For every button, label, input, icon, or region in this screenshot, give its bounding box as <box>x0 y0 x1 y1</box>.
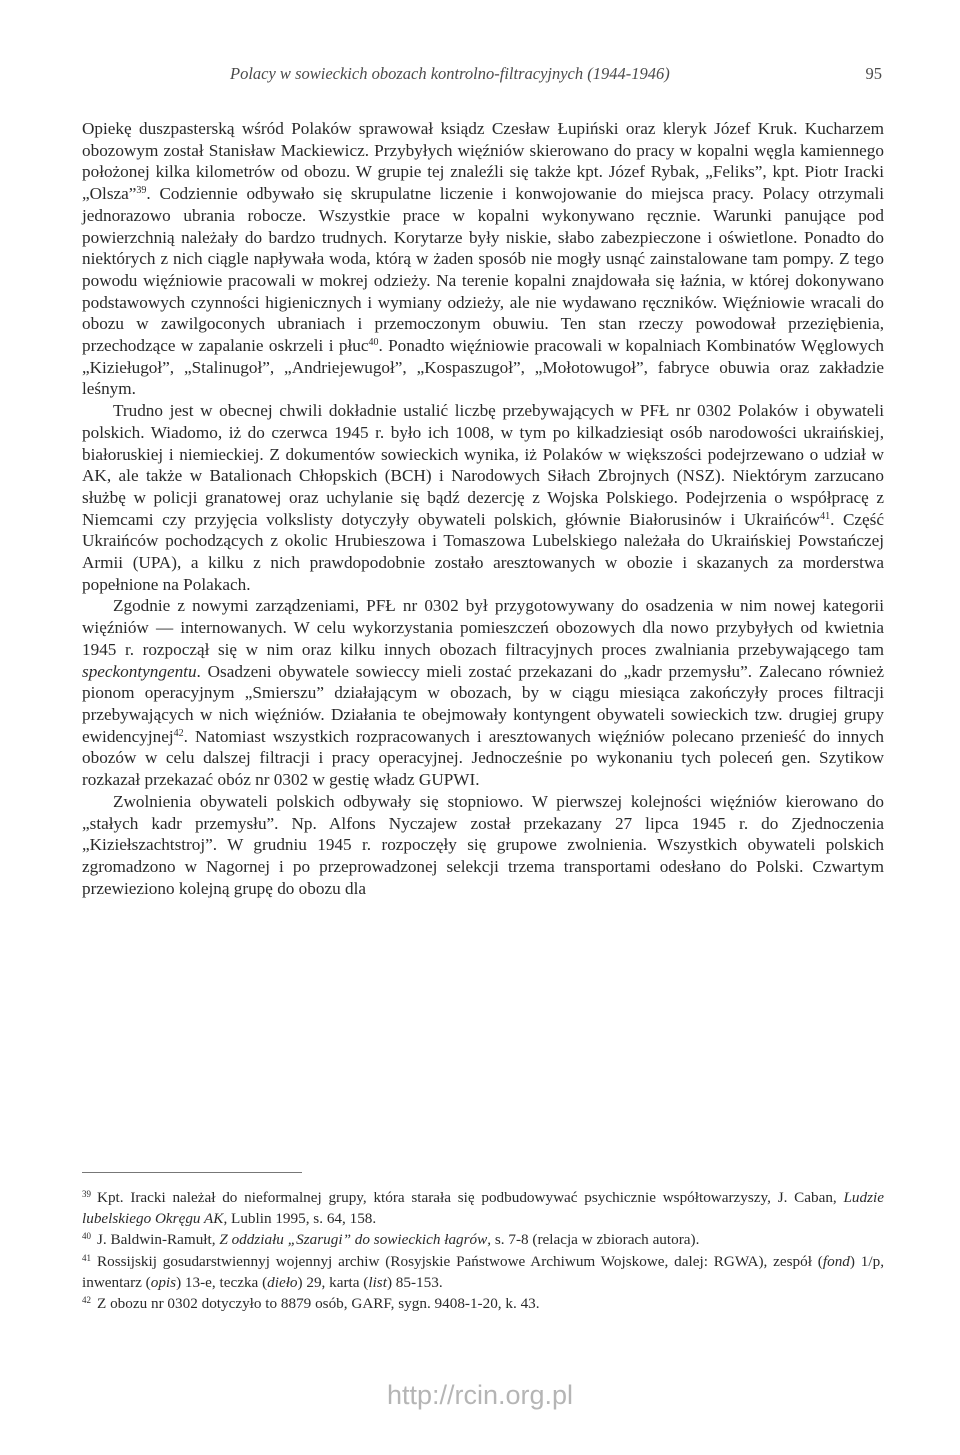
footnote-ref-40: 40 <box>368 337 379 349</box>
text-run: ) 1/p, inwentarz ( <box>82 1252 884 1291</box>
text-run: . Osadzeni obywatele sowieccy mieli zostać przekazani do „kadr przemysłu”. Zalecano również pionom operacyjnym „Smierszu” działającym w obozach, by w ciągu miesiąca zakończyły proces filtracji przebywających w nich więźniów. Działania te obejmowały kontyngent obywateli sowieckich tzw. drugiej grupy ewidencyjnej <box>82 661 884 746</box>
footnote-number: 40 <box>82 1231 91 1242</box>
text-run: . Codziennie odbywało się skrupulatne liczenie i konwojowanie do miejsca pracy. Polacy otrzymali jednorazowo ubrania robocze. Wszystkie prace w kopalni wykonywano ręcznie. Warunki panujące pod powierzchnią należały do bardzo trudnych. Korytarze były niskie, słabo zabezpieczone i oświetlone. Ponadto do niektórych z nich ciągle napływała woda, którą w żaden sposób nie mogły usnąć zainstalowane tam pompy. Z tego powodu więźniowie pracowali w mokrej odzieży. Na terenie kopalni znajdowała się łaźnia, w której dokonywano podstawowych czynności higienicznych i wymiany odzieży, ale nie wydawano ręczników. Więźniowie wracali do obozu w zawilgoconych ubraniach i przemoczonym obuwiu. Ten stan rzeczy powodował przeziębienia, przechodzące w zapalanie oskrzeli i płuc <box>82 184 884 356</box>
footnote-number: 39 <box>82 1189 91 1199</box>
italic-term: dieło <box>267 1273 298 1291</box>
text-run: Z obozu nr 0302 dotyczyło to 8879 osób, GARF, sygn. 9408-1-20, k. 43. <box>97 1295 540 1313</box>
text-run: Rossijskij gosudarstwiennyj wojennyj archiw (Rosyjskie Państwowe Archiwum Wojskowe, dalej: RGWA), zespół ( <box>97 1252 823 1270</box>
text-run: . Natomiast wszystkich rozpracowanych i aresztowanych więźniów polecano przenieść do innych obozów w celu dalszej filtracji i pracy operacyjnej. Jednocześnie po wykonaniu tych poleceń gen. Szytikow rozkazał przekazać obóz nr 0302 w gestię władz GUPWI. <box>82 726 884 790</box>
text-run: Opiekę duszpasterską wśród Polaków sprawował ksiądz Czesław Łupiński oraz kleryk Józef Kruk. Kucharzem obozowym został Stanisław Mackiewicz. Przybyłych więźniów skierowano do pracy w kopalni węgla kamiennego położonej kilka kilometrów od obozu. W grupie tej znaleźli się także kpt. Józef Rybak, „Feliks”, kpt. Piotr Iracki „Olsza” <box>82 119 884 204</box>
italic-term: list <box>368 1273 387 1291</box>
text-run: Zgodnie z nowymi zarządzeniami, PFŁ nr 0302 był przygotowywany do osadzenia w nim nowej kategorii więźniów — internowanych. W celu wykorzystania pomieszczeń obozowych dla nowo przybyłych od kwietnia 1945 r. rozpoczął się w nim oraz kilku innych obozach filtracyjnych proces zwalniania przebywającego tam <box>82 596 884 659</box>
footnote-42 <box>82 1293 884 1314</box>
page-number: 95 <box>865 64 882 83</box>
footnote-number: 41 <box>82 1252 91 1263</box>
text-run: Kpt. Iracki należał do nieformalnej grupy, która starała się podbudowywać psychicznie współtowarzyszy, J. Caban, <box>97 1189 844 1206</box>
footnote-separator <box>82 1172 302 1173</box>
text-run: , Lublin 1995, s. 64, 158. <box>223 1210 377 1228</box>
paragraph-3 <box>82 595 884 790</box>
italic-term: fond <box>822 1252 850 1270</box>
body-text <box>82 118 884 899</box>
source-watermark-url: http://rcin.org.pl <box>386 1380 574 1410</box>
text-run: ) 29, karta ( <box>297 1273 369 1291</box>
text-run: . Ponadto więźniowie pracowali w kopalniach Kombinatów Węglowych „Kizieługoł”, „Stalinugoł”, „Andriejewugoł”, „Kospaszugoł”, „Mołotowugoł”, fabryce obuwia oraz zakładzie leśnym. <box>82 336 884 399</box>
paragraph-1 <box>82 118 884 400</box>
text-run: ) 85-153. <box>386 1273 443 1291</box>
footnote-39 <box>82 1187 884 1229</box>
text-run: J. Baldwin-Ramułt, <box>97 1231 220 1249</box>
footnote-ref-42: 42 <box>173 727 184 739</box>
running-title: Polacy w sowieckich obozach kontrolno-filtracyjnych (1944-1946) <box>230 64 670 83</box>
footnote-ref-39: 39 <box>136 185 147 197</box>
text-run: , s. 7-8 (relacja w zbiorach autora). <box>487 1231 700 1249</box>
italic-title: Ludzie lubelskiego Okręgu AK <box>82 1189 884 1228</box>
italic-title: Z oddziału „Szarugi” do sowieckich łagrów <box>219 1231 488 1249</box>
paragraph-4: Zwolnienia obywateli polskich odbywały się stopniowo. W pierwszej kolejności więźniów kierowano do „stałych kadr przemysłu”. Np. Alfons Nyczajew został przekazany 27 lipca 1945 r. do Zjednoczenia „Kiziełszachtstroj”. W grudniu 1945 r. rozpoczęły się grupowe zwolnienia. Wszystkich obywateli polskich zgromadzono w Nagornej i po przeprowadzonej selekcji trzema transportami odesłano do Polski. Czwartym przewieziono kolejną grupę do obozu dla <box>82 791 884 898</box>
paragraph-2 <box>82 400 884 595</box>
running-head <box>82 64 882 88</box>
footnote-40 <box>82 1229 884 1250</box>
italic-term: speckontyngentu <box>82 661 197 681</box>
footnote-ref-41: 41 <box>820 510 831 522</box>
text-run: . Część Ukraińców pochodzących z okolic Hrubieszowa i Tomaszowa Lubelskiego należała do Ukraińskiej Powstańczej Armii (UPA), a kilku z nich prawdopodobnie zostało aresztowanych w obozie i skazanych za morderstwa popełnione na Polakach. <box>82 509 884 594</box>
text-run: Trudno jest w obecnej chwili dokładnie ustalić liczbę przebywających w PFŁ nr 0302 Polaków i obywateli polskich. Wiadomo, iż do czerwca 1945 r. było ich 1008, w tym po kilkadziesiąt osób narodowości ukraińskiej, białoruskiej i niemieckiej. Z dokumentów sowieckich wynika, iż Polaków w większości podejrzewano o udział w AK, ale także w Batalionach Chłopskich (BCH) i Narodowych Siłach Zbrojnych (NSZ). Niektórym zarzucano służbę w policji granatowej oraz uchylanie się bądź dezercję z Wojska Polskiego. Podejrzenia o współpracę z Niemcami czy przyjęcia volkslisty dotyczyły obywateli polskich, głównie Białorusinów i Ukraińców <box>82 401 884 529</box>
footnote-41 <box>82 1251 884 1293</box>
footnote-number: 42 <box>82 1295 91 1306</box>
footnotes <box>82 1187 884 1314</box>
text-run: ) 13-e, teczka ( <box>176 1273 268 1291</box>
italic-term: opis <box>150 1273 177 1291</box>
